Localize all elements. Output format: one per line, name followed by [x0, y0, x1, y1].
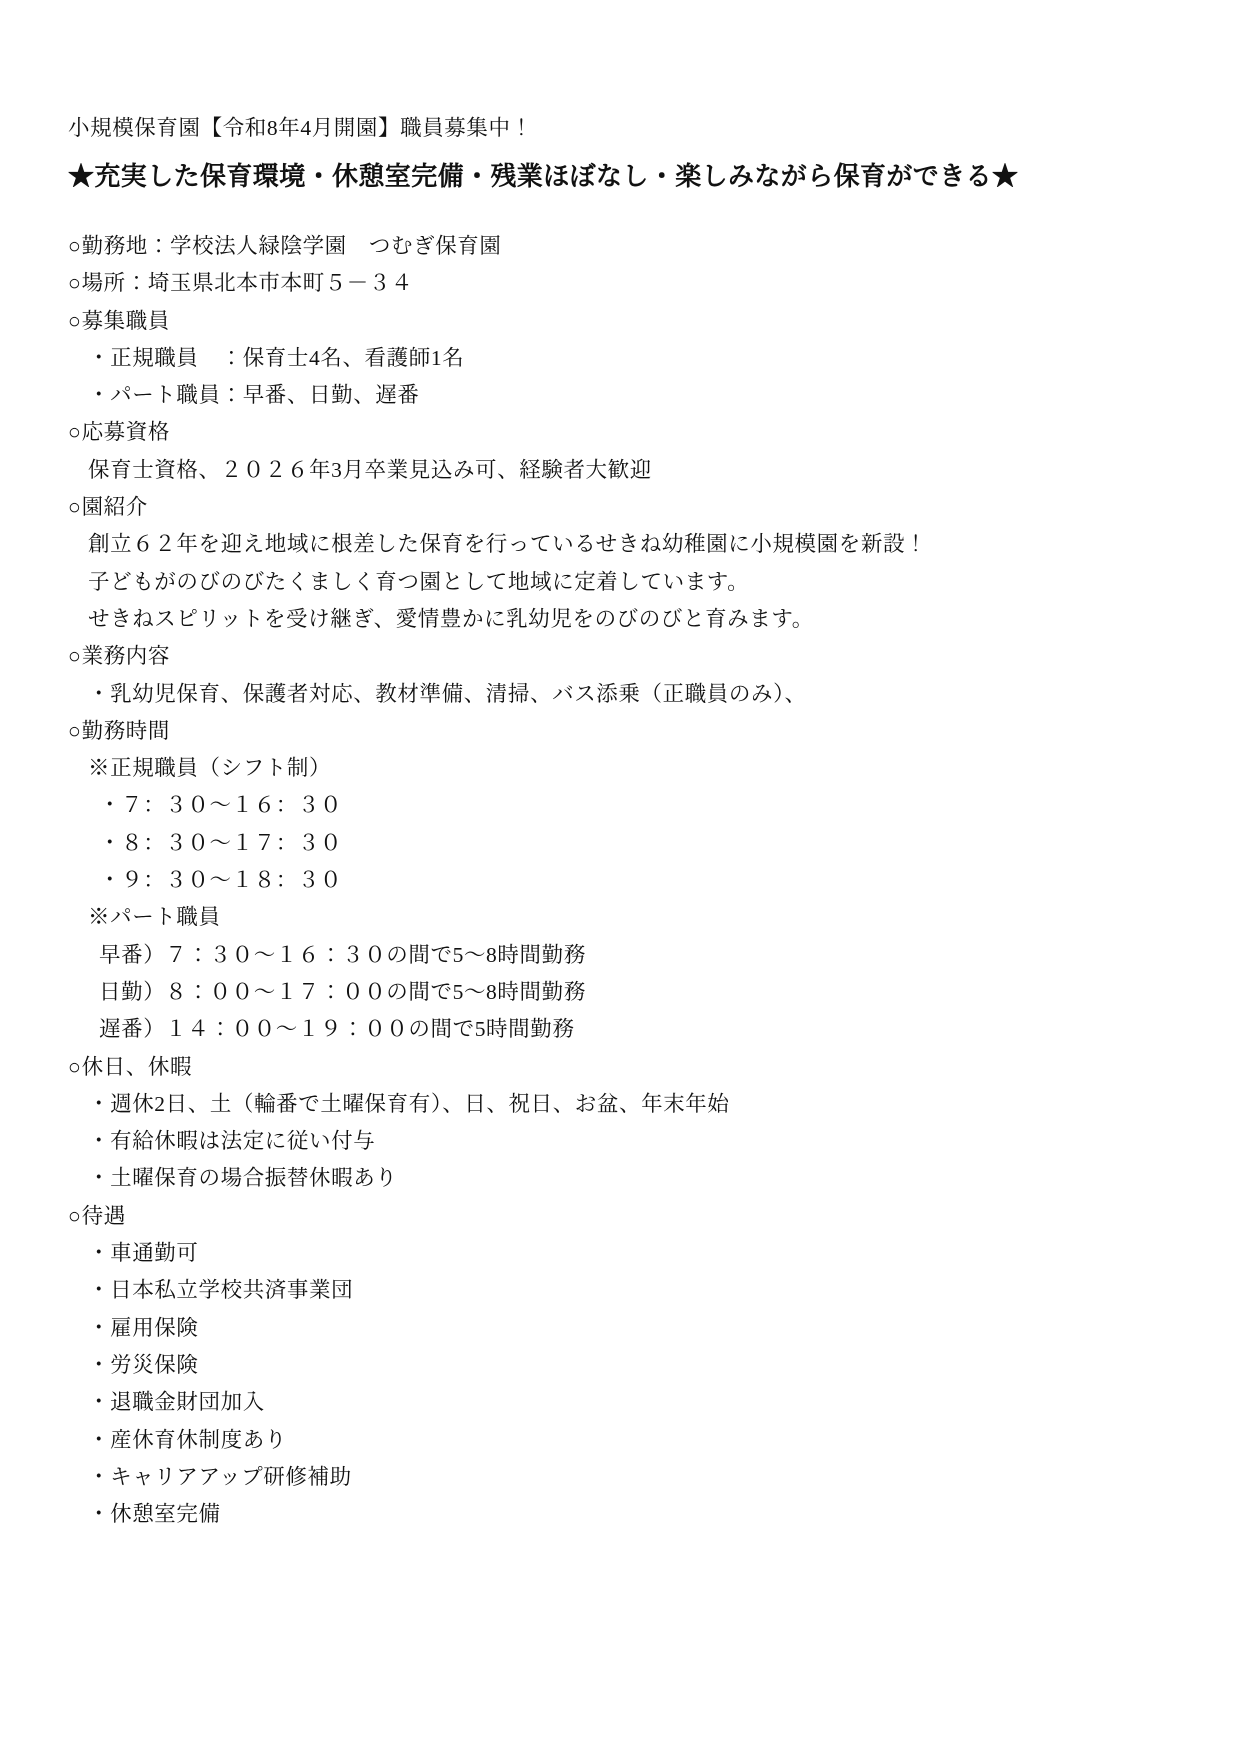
document-line: 日勤）８：００～１７：００の間で5～8時間勤務: [99, 979, 586, 1004]
document-line: ・７：３０～１６：３０: [99, 793, 343, 818]
document-line: ・９：３０～１８：３０: [99, 868, 343, 893]
document-line: ○場所：埼玉県北本市本町５－３４: [68, 271, 414, 296]
document-body: [68, 228, 1171, 1533]
document-line: ・キャリアアップ研修補助: [88, 1464, 352, 1489]
document-line: ○園紹介: [68, 495, 148, 520]
document-line: ・有給休暇は法定に従い付与: [88, 1129, 376, 1154]
document-line: ※正規職員（シフト制）: [88, 756, 332, 781]
document-line: ・日本私立学校共済事業団: [88, 1278, 354, 1303]
document-line: ・産休育休制度あり: [88, 1427, 287, 1452]
document-line: ※パート職員: [88, 905, 221, 930]
document-line: ・車通勤可: [88, 1241, 199, 1266]
document-line: ○応募資格: [68, 420, 170, 445]
document-line: ○勤務地：学校法人緑陰学園 つむぎ保育園: [68, 234, 502, 258]
document-line: 遅番）１４：００～１９：００の間で5時間勤務: [99, 1017, 575, 1042]
document-line: ・乳幼児保育、保護者対応、教材準備、清掃、バス添乗（正職員のみ）、: [88, 681, 807, 706]
document-line: ・正規職員 ：保育士4名、看護師1名: [88, 345, 465, 370]
document-line: ・８：３０～１７：３０: [99, 830, 343, 855]
document-line: ・労災保険: [88, 1352, 199, 1377]
document-line: ・退職金財団加入: [88, 1390, 265, 1415]
document-line: せきねスピリットを受け継ぎ、愛情豊かに乳幼児をのびのびと育みます。: [88, 606, 814, 631]
document-line: ・休憩室完備: [88, 1502, 221, 1527]
document-line: ○業務内容: [68, 644, 170, 669]
document-subject-line: 小規模保育園【令和8年4月開園】職員募集中！: [68, 116, 533, 140]
document-line: 創立６２年を迎え地域に根差した保育を行っているせきね幼稚園に小規模園を新設！: [88, 532, 928, 557]
document-headline: ★充実した保育環境・休憩室完備・残業ほぼなし・楽しみながら保育ができる★: [68, 162, 1019, 191]
document-line: ○休日、休暇: [68, 1054, 193, 1079]
document-line: ○勤務時間: [68, 718, 170, 743]
document-line: ・パート職員：早番、日勤、遅番: [88, 383, 420, 408]
document-line: 子どもがのびのびたくましく育つ園として地域に定着しています。: [88, 569, 750, 594]
document-line: ・土曜保育の場合振替休暇あり: [88, 1166, 398, 1191]
document-line: ○待遇: [68, 1203, 126, 1228]
document-line: 保育士資格、２０２６年3月卒業見込み可、経験者大歓迎: [88, 457, 652, 482]
document-line: ・週休2日、土（輪番で土曜保育有）、日、祝日、お盆、年末年始: [88, 1091, 730, 1116]
document-line: ・雇用保険: [88, 1315, 199, 1340]
document-line: ○募集職員: [68, 308, 170, 333]
document-line: 早番）７：３０～１６：３０の間で5～8時間勤務: [99, 942, 586, 967]
